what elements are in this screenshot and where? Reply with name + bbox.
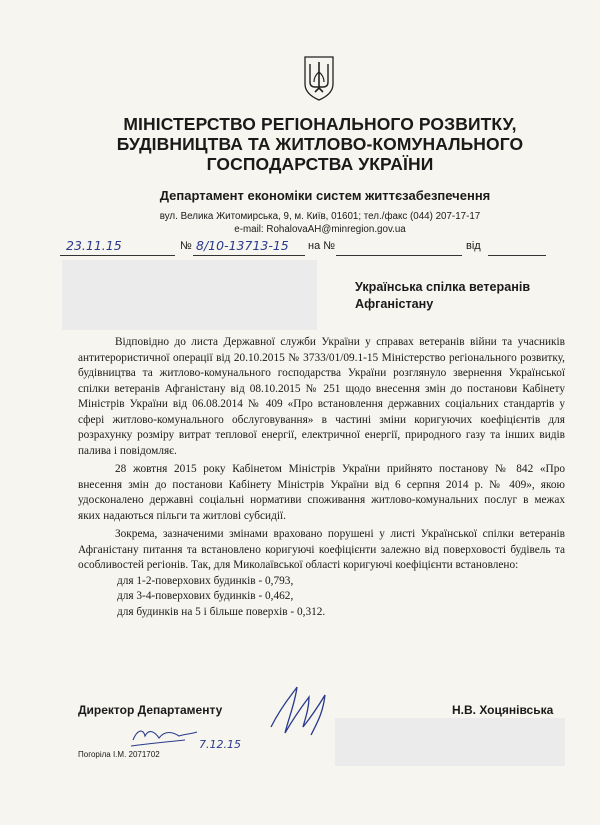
- on-number-label: на №: [308, 240, 336, 252]
- ministry-title-line: ГОСПОДАРСТВА УКРАЇНИ: [206, 154, 434, 174]
- redacted-block: [62, 260, 317, 330]
- number-underline: [193, 255, 305, 256]
- list-item: для будинків на 5 і більше поверхів - 0,312.: [117, 605, 326, 618]
- body-paragraph: Відповідно до листа Державної служби України у справах ветеранів війни та учасників антитерористичної операції від 20.10.2015 № 3733/01/09.1-15 Міністерство регіонального розвитку, будівництва та житлово-комунального господарства України розглянуло звернення Української спілки ветеранів Афганістану від 08.10.2015 № 251 щодо внесення змін до постанови Кабінету Міністрів України від 06.08.2014 № 409 «Про встановлення державних соціальних стандартів у сфері житлово-комунального обслуговування» в частині зміни коригуючих коефіцієнтів для розрахунку розміру витрат теплової енергії, електричної енергії, природного газу та інших видів палива і повідомляє.: [78, 336, 565, 457]
- registration-date: 23.11.15: [66, 238, 122, 253]
- signatory-name: Н.В. Хоцянівська: [452, 703, 554, 717]
- body-paragraph: 28 жовтня 2015 року Кабінетом Міністрів України прийнято постанову № 842 «Про внесення змін до постанови Кабінету Міністрів України від 6 серпня 2014 р. № 409», якою удосконалено державні соціальні нормативи споживання житлово-комунальних послуг в межах яких надаються пільги та житлові субсидії.: [78, 463, 565, 522]
- date-underline: [60, 255, 175, 256]
- recipient-line: Українська спілка ветеранів: [355, 280, 531, 294]
- signatory-title: Директор Департаменту: [78, 703, 223, 717]
- ministry-title: [90, 114, 550, 174]
- signature-mark: [265, 683, 340, 741]
- address-block: [110, 210, 530, 236]
- executor: Погоріла І.М. 2071702: [78, 750, 160, 759]
- ministry-title-line: МІНІСТЕРСТВО РЕГІОНАЛЬНОГО РОЗВИТКУ,: [123, 114, 517, 134]
- from-label: від: [466, 240, 481, 252]
- visa-date: 7.12.15: [199, 738, 241, 751]
- on-number-underline: [336, 255, 462, 256]
- recipient-line: Афганістану: [355, 297, 434, 311]
- ministry-title-line: БУДІВНИЦТВА ТА ЖИТЛОВО-КОМУНАЛЬНОГО: [116, 134, 524, 154]
- redacted-block: [335, 718, 565, 766]
- number-label: №: [180, 240, 192, 252]
- letter-body: [78, 335, 565, 620]
- visa-scribble: [125, 722, 200, 750]
- list-item: для 1-2-поверхових будинків - 0,793,: [117, 574, 294, 587]
- list-item: для 3-4-поверхових будинків - 0,462,: [117, 590, 294, 602]
- body-paragraph: Зокрема, зазначеними змінами враховано порушені у листі Української спілки ветеранів Афганістану питання та встановлено коригуючі коефіцієнти залежно від поверховості будівель та особливостей регіонів. Так, для Миколаївської області коригуючі коефіцієнти встановлено:: [78, 528, 565, 571]
- from-underline: [488, 255, 546, 256]
- recipient: [355, 279, 565, 313]
- department-name: Департамент економіки систем життєзабезпечення: [159, 188, 491, 203]
- registration-number: 8/10-13713-15: [196, 238, 289, 253]
- coefficient-list: [78, 574, 565, 621]
- coat-of-arms-icon: [303, 54, 335, 102]
- email: e-mail: RohalovaAH@minregion.gov.ua: [234, 224, 406, 235]
- address: вул. Велика Житомирська, 9, м. Київ, 01601; тел./факс (044) 207-17-17: [159, 211, 481, 222]
